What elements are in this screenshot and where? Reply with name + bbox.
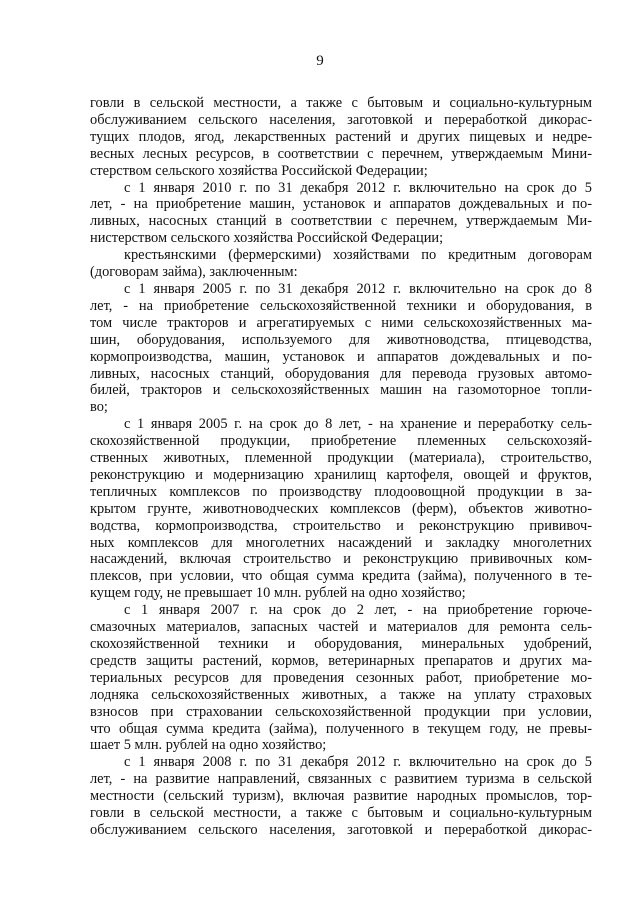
text-line: говли в сельской местности, а также с бытовым и социально-культурным xyxy=(90,805,592,822)
text-line: говли в сельской местности, а также с бытовым и социально-культурным xyxy=(90,95,592,111)
text-line: лет, - на приобретение машин, установок и аппаратов дождевальных и по- xyxy=(90,196,592,213)
text-line: водства, кормопроизводства, строительство и реконструкцию прививоч- xyxy=(90,517,592,534)
text-line: скохозяйственной продукции, приобретение племенных сельскохозяй- xyxy=(90,433,592,450)
text-line: шает 5 млн. рублей на одно хозяйство; xyxy=(90,737,327,754)
text-line: тущих плодов, ягод, лекарственных растений и других пищевых и недре- xyxy=(90,128,592,145)
text-line: ливных, насосных станций, оборудования для перевода грузовых автомо- xyxy=(90,365,592,382)
text-line: крытом грунте, животноводческих комплексов (ферм), объектов животно- xyxy=(90,500,592,517)
text-line: териальных ресурсов для проведения сезонных работ, приобретение мо- xyxy=(90,669,592,686)
text-line: том числе тракторов и агрегатируемых с ними сельскохозяйственных ма- xyxy=(90,314,592,331)
text-line: лет, - на приобретение сельскохозяйственной техники и оборудования, в xyxy=(90,297,592,314)
text-line: лет, - на развитие направлений, связанных с развитием туризма в сельской xyxy=(90,771,592,788)
text-line: с 1 января 2005 г. по 31 декабря 2012 г. включительно на срок до 8 xyxy=(124,280,592,297)
text-line: стерством сельского хозяйства Российской Федерации; xyxy=(90,162,428,179)
page-number: 9 xyxy=(316,53,324,69)
text-line: весных лесных ресурсов, в соответствии с перечнем, утверждаемым Мини- xyxy=(90,145,592,162)
body-text xyxy=(90,95,592,839)
text-line: взносов при страховании сельскохозяйственной продукции при условии, xyxy=(90,703,592,720)
text-line: ливных, насосных станций в соответствии с перечнем, утверждаемым Ми- xyxy=(90,213,592,230)
text-line: кормопроизводства, машин, установок и аппаратов дождевальных и по- xyxy=(90,348,592,365)
text-line: с 1 января 2005 г. на срок до 8 лет, - на хранение и переработку сель- xyxy=(124,416,592,433)
text-line: нистерством сельского хозяйства Российской Федерации; xyxy=(90,230,444,247)
text-line: тепличных комплексов по производству плодоовощной продукции в за- xyxy=(90,483,592,500)
text-line: с 1 января 2008 г. по 31 декабря 2012 г. включительно на срок до 5 xyxy=(124,754,592,771)
text-line: обслуживанием сельского населения, заготовкой и переработкой дикорас- xyxy=(90,111,592,128)
text-line: ственных животных, племенной продукции (материала), строительство, xyxy=(90,450,592,467)
text-line: насаждений, включая строительство и реконструкцию прививочных ком- xyxy=(90,551,592,568)
text-line: кущем году, не превышает 10 млн. рублей на одно хозяйство; xyxy=(90,585,466,602)
text-line: смазочных материалов, запасных частей и материалов для ремонта сель- xyxy=(90,619,592,636)
text-line: средств защиты растений, кормов, ветеринарных препаратов и других ма- xyxy=(90,652,592,669)
text-line: лодняка сельскохозяйственных животных, а также на уплату страховых xyxy=(90,686,592,703)
text-line: ных комплексов для многолетних насаждений и закладку многолетних xyxy=(90,534,592,551)
text-line: шин, оборудования, используемого для животноводства, птицеводства, xyxy=(90,331,592,348)
text-line: с 1 января 2007 г. на срок до 2 лет, - на приобретение горюче- xyxy=(124,602,592,619)
text-line: обслуживанием сельского населения, заготовкой и переработкой дикорас- xyxy=(90,821,592,838)
text-line: плексов, при условии, что общая сумма кредита (займа), полученного в те- xyxy=(90,568,592,585)
text-line: с 1 января 2010 г. по 31 декабря 2012 г. включительно на срок до 5 xyxy=(124,179,592,196)
text-line: что общая сумма кредита (займа), полученного в текущем году, не превы- xyxy=(90,720,592,737)
text-line: местности (сельский туризм), включая развитие народных промыслов, тор- xyxy=(90,788,592,805)
text-line: (договорам займа), заключенным: xyxy=(90,264,298,281)
text-line: реконструкцию и модернизацию хранилищ картофеля, овощей и фруктов, xyxy=(90,466,592,483)
text-line: скохозяйственной техники и оборудования, минеральных удобрений, xyxy=(90,636,592,652)
text-line: билей, тракторов и сельскохозяйственных машин на газомоторное топли- xyxy=(90,382,592,399)
text-line: во; xyxy=(90,399,108,416)
text-line: крестьянскими (фермерскими) хозяйствами по кредитным договорам xyxy=(124,247,592,264)
